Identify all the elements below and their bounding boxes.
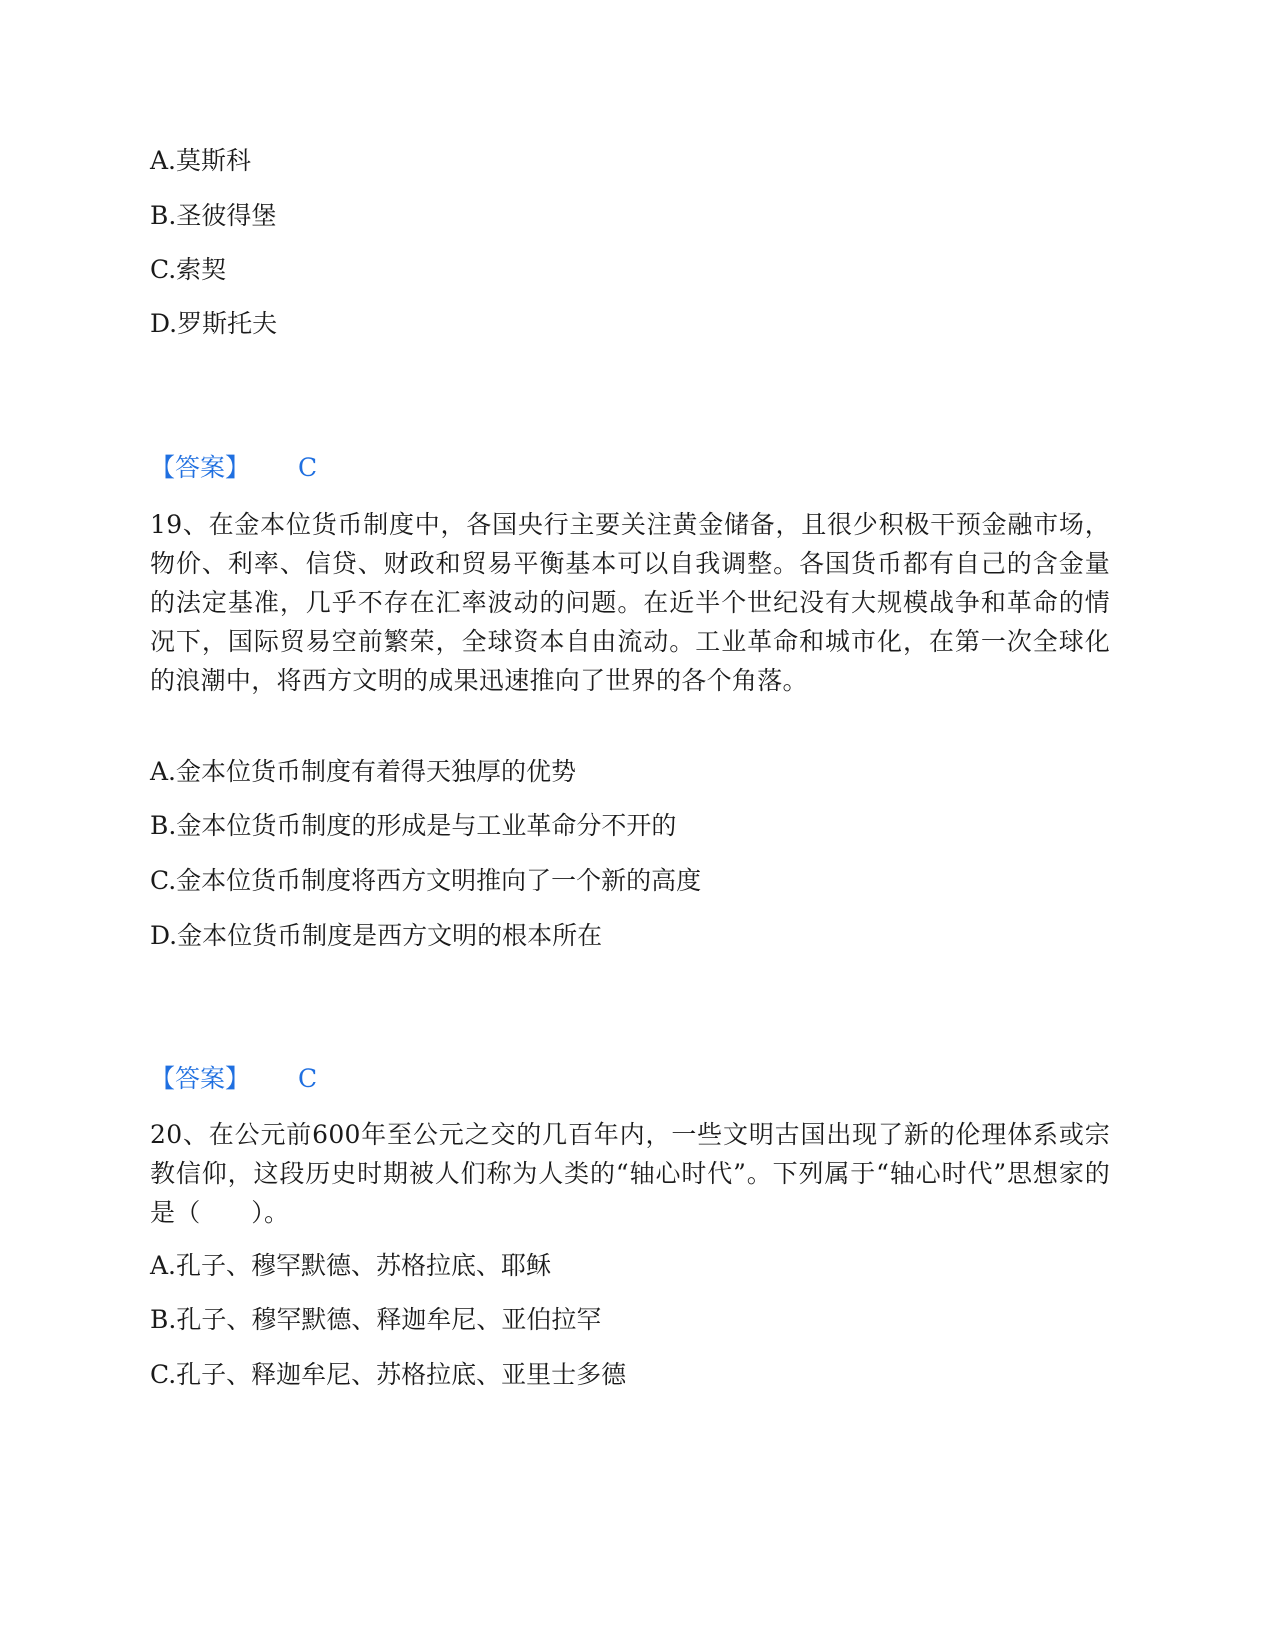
q19-stem: 19、在金本位货币制度中，各国央行主要关注黄金储备，且很少积极干预金融市场，物价、利率、信贷、财政和贸易平衡基本可以自我调整。各国货币都有自己的含金量的法定基准，几乎不存在汇率波动的问题。在近半个世纪没有大规模战争和革命的情况下，国际贸易空前繁荣，全球资本自由流动。工业革命和城市化，在第一次全球化的浪潮中，将西方文明的成果迅速推向了世界的各个角落。 — [150, 510, 1110, 695]
answer-value: C — [298, 453, 318, 482]
q20-option-c: C.孔子、释迦牟尼、苏格拉底、亚里士多德 — [150, 1360, 627, 1389]
q18-answer — [150, 451, 317, 485]
q19-option-a: A.金本位货币制度有着得天独厚的优势 — [150, 757, 577, 786]
answer-label: 【答案】 — [150, 453, 251, 482]
answer-label: 【答案】 — [150, 1064, 251, 1093]
q18-option-a: A.莫斯科 — [150, 146, 252, 175]
q20-option-a: A.孔子、穆罕默德、苏格拉底、耶稣 — [150, 1251, 552, 1280]
q20-option-b: B.孔子、穆罕默德、释迦牟尼、亚伯拉罕 — [150, 1305, 602, 1334]
q20-stem: 20、在公元前600年至公元之交的几百年内，一些文明古国出现了新的伦理体系或宗教信仰，这段历史时期被人们称为人类的“轴心时代”。下列属于“轴心时代”思想家的是（ ）。 — [150, 1120, 1110, 1227]
q19-answer — [150, 1062, 317, 1096]
q19-option-b: B.金本位货币制度的形成是与工业革命分不开的 — [150, 811, 677, 840]
answer-value: C — [298, 1064, 318, 1093]
q18-option-b: B.圣彼得堡 — [150, 201, 277, 230]
q19-option-c: C.金本位货币制度将西方文明推向了一个新的高度 — [150, 866, 702, 895]
q19-option-d: D.金本位货币制度是西方文明的根本所在 — [150, 921, 603, 950]
q18-option-c: C.索契 — [150, 255, 227, 284]
q18-option-d: D.罗斯托夫 — [150, 309, 278, 338]
